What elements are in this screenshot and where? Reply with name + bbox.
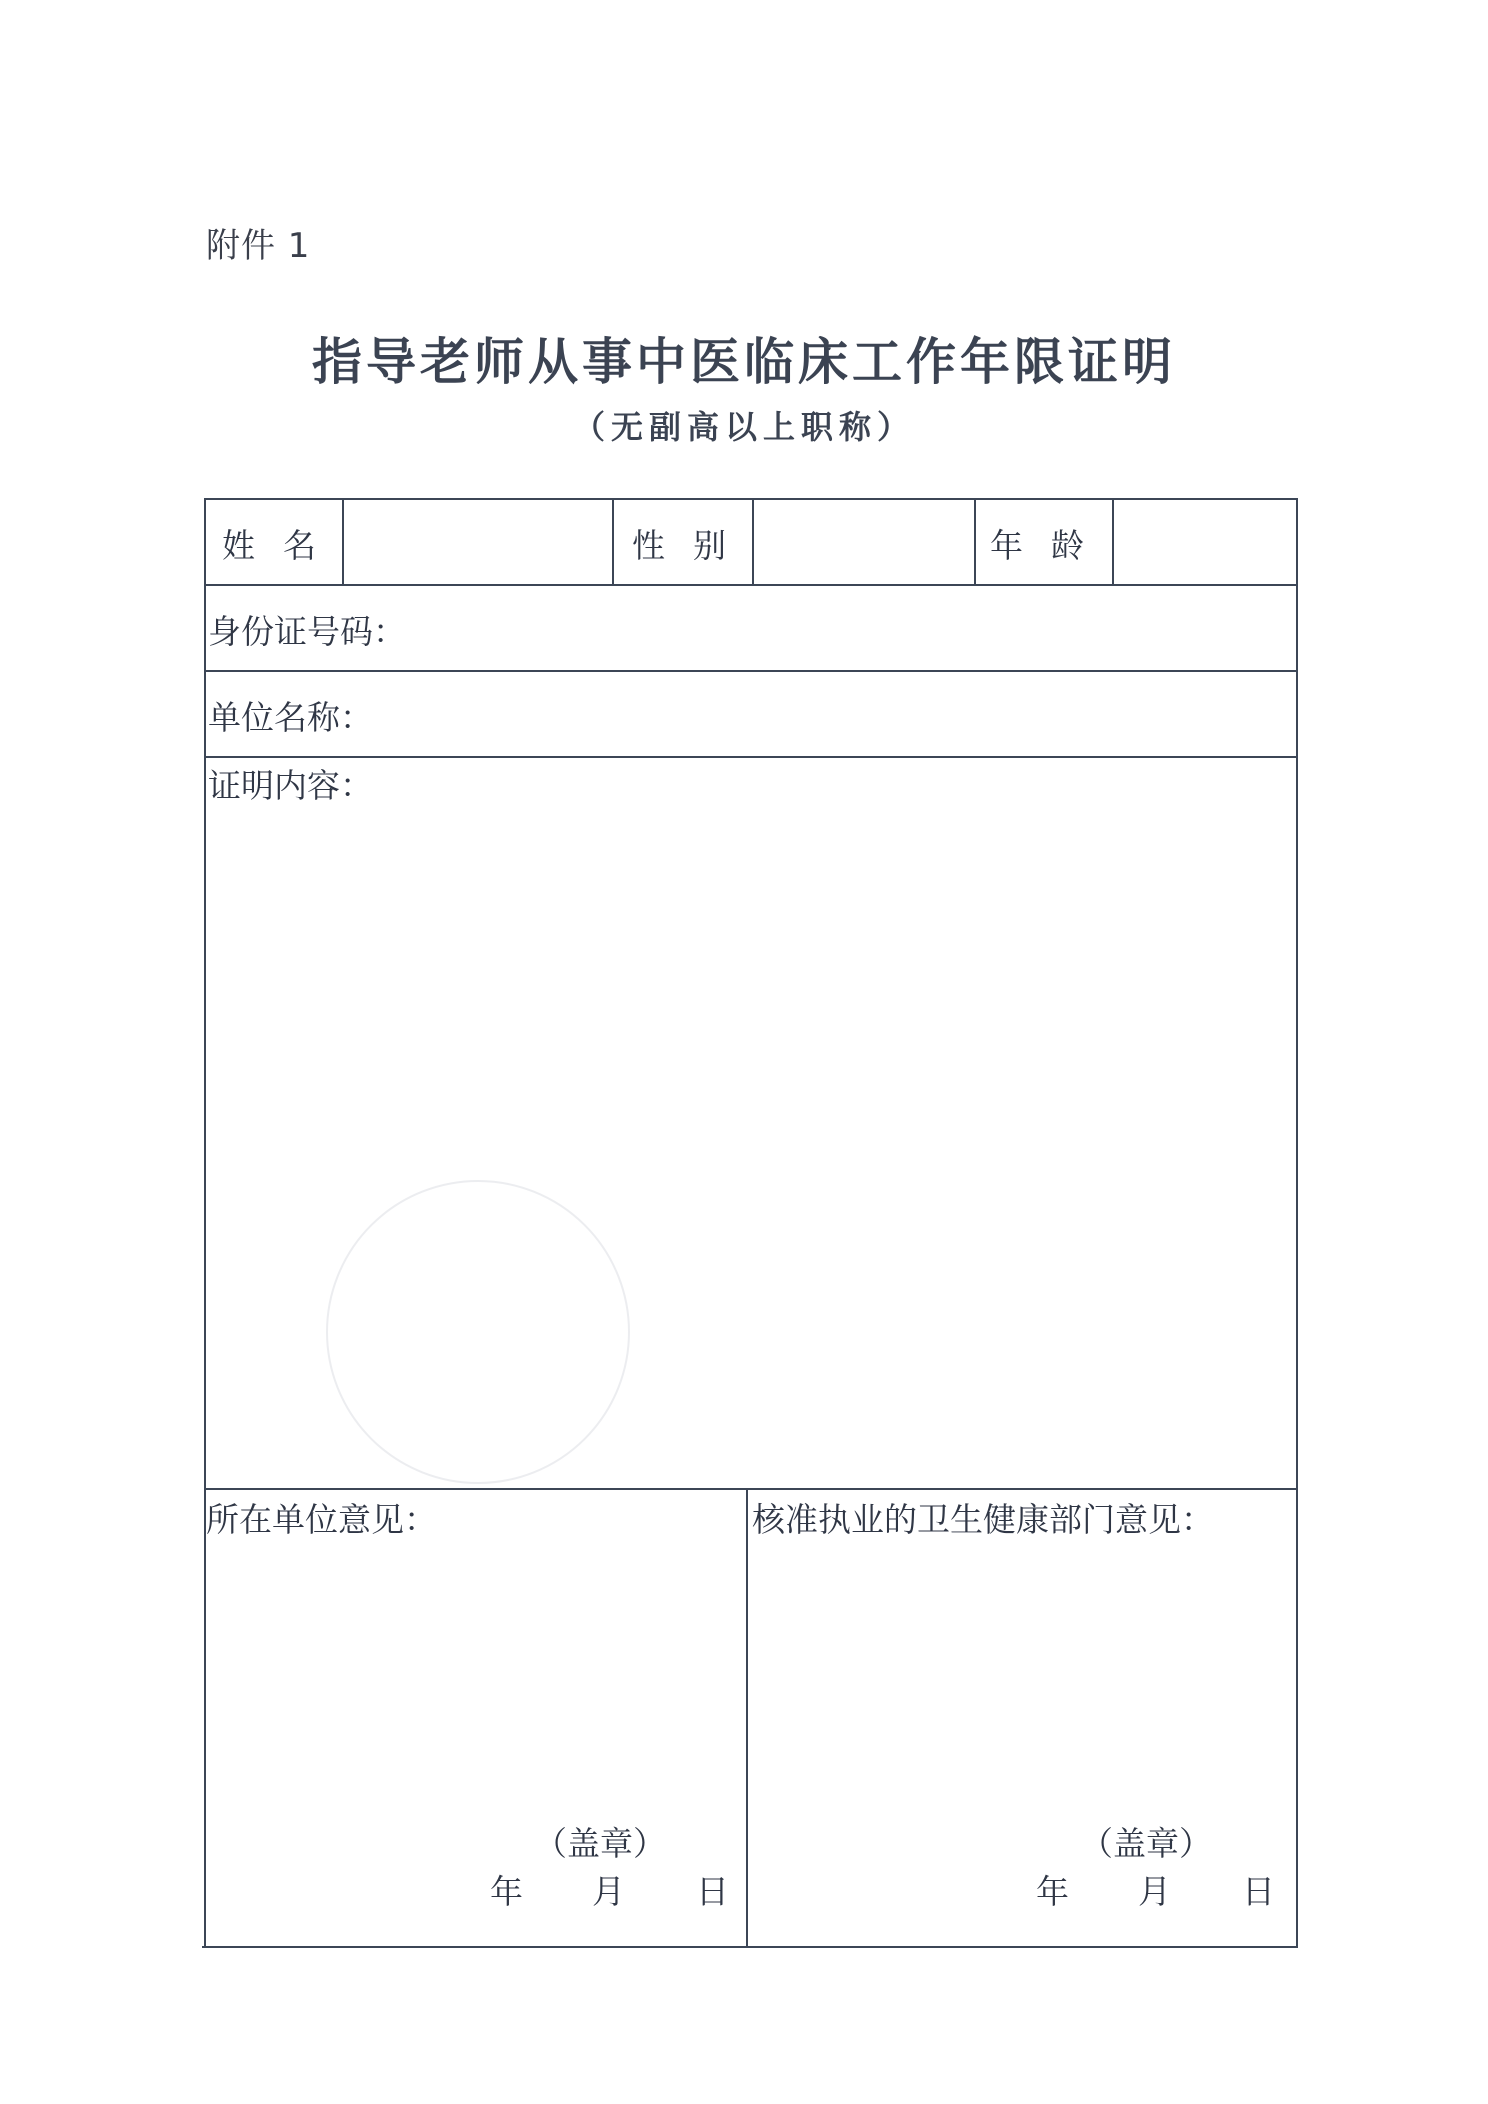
- table-row-divider: [204, 1488, 1298, 1490]
- document-subtitle: （无副高以上职称）: [572, 408, 915, 446]
- table-border-left: [204, 498, 206, 1948]
- gender-label: 性别: [632, 526, 754, 565]
- unit-name-label: 单位名称：: [208, 698, 373, 737]
- gender-field[interactable]: [756, 502, 972, 582]
- table-row-divider: [204, 756, 1298, 758]
- unit-opinion-label: 所在单位意见：: [206, 1500, 437, 1539]
- health-dept-date-day: 日: [1242, 1872, 1275, 1911]
- unit-date-year: 年: [490, 1872, 523, 1911]
- unit-date-day: 日: [696, 1872, 729, 1911]
- unit-seal-label: （盖章）: [534, 1824, 666, 1863]
- table-row-divider: [204, 584, 1298, 586]
- health-dept-seal-label: （盖章）: [1080, 1824, 1212, 1863]
- table-border-bottom: [202, 1946, 1298, 1948]
- unit-date-month: 月: [592, 1872, 625, 1911]
- name-label: 姓名: [222, 526, 344, 565]
- health-dept-date-month: 月: [1138, 1872, 1171, 1911]
- name-field[interactable]: [346, 502, 610, 582]
- table-row-divider: [204, 670, 1298, 672]
- content-label: 证明内容：: [208, 766, 373, 805]
- faint-seal-mark: [326, 1180, 630, 1484]
- health-dept-date-year: 年: [1036, 1872, 1069, 1911]
- table-col-divider: [612, 498, 614, 584]
- table-col-divider: [1112, 498, 1114, 584]
- age-label: 年龄: [990, 526, 1112, 565]
- table-border-top: [204, 498, 1298, 500]
- health-dept-opinion-label: 核准执业的卫生健康部门意见：: [752, 1500, 1214, 1539]
- id-number-label: 身份证号码：: [208, 612, 406, 651]
- attachment-label: 附件 1: [206, 226, 311, 266]
- table-border-right: [1296, 498, 1298, 1948]
- table-col-divider: [746, 1488, 748, 1948]
- table-col-divider: [974, 498, 976, 584]
- age-field[interactable]: [1116, 502, 1294, 582]
- document-title: 指导老师从事中医临床工作年限证明: [312, 333, 1176, 391]
